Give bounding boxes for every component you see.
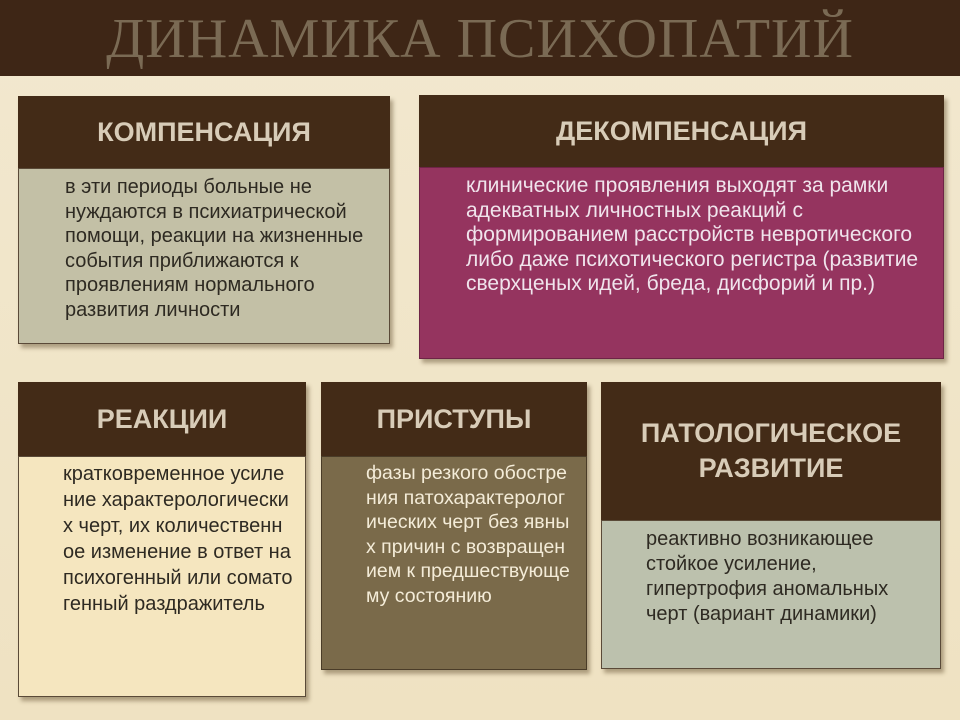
compensation-heading: КОМПЕНСАЦИЯ <box>18 96 390 168</box>
pathological-development-text: реактивно возникающее стойкое усиление, гипертрофия аномальных черт (вариант динамики) <box>646 528 889 625</box>
reactions-text: кратковременное усиление характерологически х черт, их количественное изменение в ответ на психогенный или соматогенный раздражитель <box>63 463 293 615</box>
compensation-box <box>18 96 390 344</box>
pathological-development-box <box>601 382 941 669</box>
reactions-body <box>18 456 306 697</box>
compensation-text: в эти периоды больные не нуждаются в психиатрической помощи, реакции на жизненные события приближаются к проявлениям нормального развития личности <box>65 176 364 321</box>
compensation-body <box>18 168 390 344</box>
attacks-text: фазы резкого обострения патохарактерологических черт без явных причин с возвращением к предшествующему состоянию <box>366 462 570 607</box>
pathological-development-body <box>601 520 941 669</box>
decompensation-body <box>419 167 944 359</box>
decompensation-heading: ДЕКОМПЕНСАЦИЯ <box>419 95 944 167</box>
attacks-body <box>321 456 587 670</box>
reactions-heading: РЕАКЦИИ <box>18 382 306 456</box>
title-bar <box>0 0 960 76</box>
attacks-heading: ПРИСТУПЫ <box>321 382 587 456</box>
decompensation-box <box>419 95 944 359</box>
attacks-box <box>321 382 587 670</box>
page-title: ДИНАМИКА ПСИХОПАТИЙ <box>106 8 854 70</box>
reactions-box <box>18 382 306 697</box>
pathological-development-heading: ПАТОЛОГИЧЕСКОЕ РАЗВИТИЕ <box>601 382 941 520</box>
decompensation-text: клинические проявления выходят за рамки адекватных личностных реакций с формированием расстройств невротического либо даже психотического регистра (развитие сверхценых идей, бреда, дисфорий и пр.) <box>466 174 919 296</box>
